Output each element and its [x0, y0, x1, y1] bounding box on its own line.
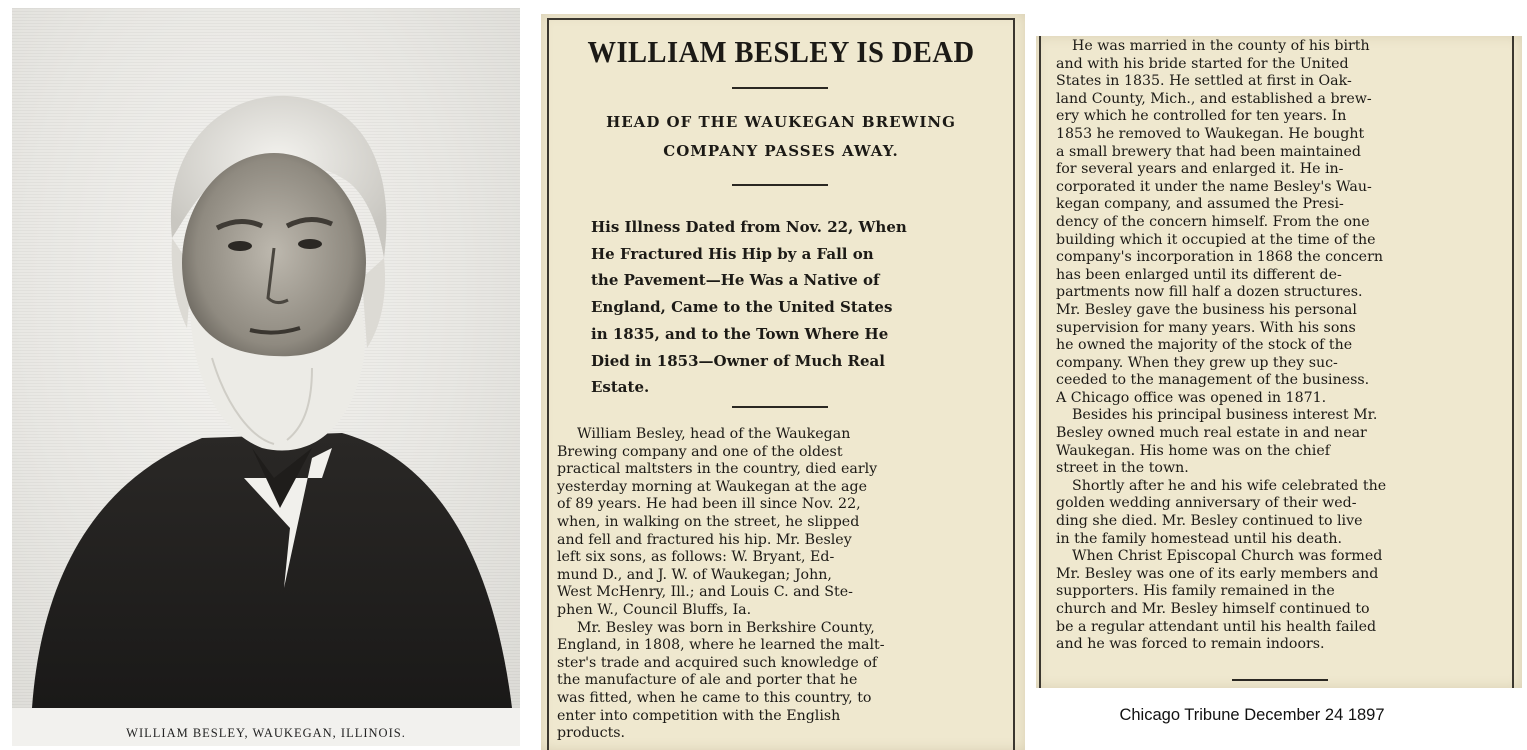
- text-line: Shortly after he and his wife celebrated the: [1072, 477, 1387, 494]
- text-line: left six sons, as follows: W. Bryant, Ed-: [557, 549, 835, 566]
- deck-line: Estate.: [591, 378, 650, 397]
- text-line: Brewing company and one of the oldest: [557, 443, 843, 460]
- text-line: supervision for many years. With his sons: [1056, 319, 1356, 336]
- subheadline-line: COMPANY PASSES AWAY.: [663, 142, 899, 160]
- text-line: building which it occupied at the time of the: [1056, 231, 1376, 248]
- source-caption: Chicago Tribune December 24 1897: [1119, 706, 1385, 724]
- text-line: Besley owned much real estate in and near: [1056, 425, 1367, 442]
- deck-line: in 1835, and to the Town Where He: [591, 324, 889, 343]
- divider-rule: [732, 87, 828, 89]
- deck-line: His Illness Dated from Nov. 22, When: [591, 218, 907, 236]
- text-line: be a regular attendant until his health failed: [1056, 618, 1377, 635]
- deck-line: England, Came to the United States: [591, 298, 893, 317]
- portrait-illustration: [12, 8, 520, 708]
- text-line: land County, Mich., and established a brew-: [1056, 90, 1372, 107]
- deck: [561, 214, 973, 401]
- text-line: and fell and fractured his hip. Mr. Besley: [557, 531, 852, 548]
- text-line: for several years and enlarged it. He in-: [1056, 161, 1344, 178]
- newspaper-clipping-headline: [541, 14, 1025, 750]
- portrait-panel: [12, 8, 520, 746]
- article-column-1: [557, 426, 1011, 743]
- text-line: company. When they grew up they suc-: [1056, 354, 1338, 371]
- text-line: the manufacture of ale and porter that he: [557, 672, 858, 689]
- article-column-2: [1056, 38, 1506, 654]
- portrait-photo: [12, 8, 520, 708]
- text-line: ery which he controlled for ten years. In: [1056, 108, 1347, 125]
- column-rule: [1039, 36, 1041, 688]
- text-line: corporated it under the name Besley's Wau-: [1056, 178, 1372, 195]
- text-line: Mr. Besley was one of its early members and: [1056, 565, 1379, 582]
- portrait-caption: WILLIAM BESLEY, WAUKEGAN, ILLINOIS.: [126, 726, 406, 740]
- coat: [32, 433, 512, 708]
- deck-line: Died in 1853—Owner of Much Real: [591, 351, 885, 370]
- text-line: He was married in the county of his birth: [1072, 38, 1370, 54]
- text-line: ceeded to the management of the business.: [1056, 372, 1370, 389]
- text-line: when, in walking on the street, he slipped: [557, 513, 860, 530]
- text-line: was fitted, when he came to this country, to: [557, 689, 872, 706]
- text-line: yesterday morning at Waukegan at the age: [557, 478, 867, 495]
- text-line: dency of the concern himself. From the one: [1056, 213, 1370, 230]
- text-line: Besides his principal business interest Mr.: [1072, 407, 1378, 424]
- column-rule: [547, 20, 549, 750]
- text-line: phen W., Council Bluffs, Ia.: [557, 601, 752, 618]
- text-line: street in the town.: [1056, 460, 1189, 477]
- text-line: kegan company, and assumed the Presi-: [1056, 196, 1344, 213]
- text-line: golden wedding anniversary of their wed-: [1056, 495, 1357, 512]
- newspaper-clipping-continuation: [1036, 36, 1522, 688]
- text-line: England, in 1808, where he learned the malt-: [557, 637, 885, 654]
- text-line: he owned the majority of the stock of the: [1056, 337, 1353, 354]
- text-line: mund D., and J. W. of Waukegan; John,: [557, 566, 832, 583]
- text-line: supporters. His family remained in the: [1056, 583, 1335, 600]
- end-rule: [1232, 679, 1328, 681]
- text-line: William Besley, head of the Waukegan: [577, 426, 851, 442]
- subheadline: [555, 108, 1007, 166]
- text-line: church and Mr. Besley himself continued to: [1056, 601, 1370, 617]
- text-line: States in 1835. He settled at first in Oak-: [1056, 73, 1352, 90]
- text-line: A Chicago office was opened in 1871.: [1056, 389, 1327, 406]
- deck-line: the Pavement—He Was a Native of: [591, 271, 880, 290]
- text-line: 1853 he removed to Waukegan. He bought: [1056, 125, 1365, 142]
- column-rule: [1512, 36, 1514, 688]
- text-line: ster's trade and acquired such knowledge of: [557, 654, 878, 671]
- text-line: enter into competition with the English: [557, 707, 841, 724]
- text-line: products.: [557, 725, 626, 742]
- text-line: ding she died. Mr. Besley continued to live: [1056, 513, 1363, 530]
- headline: WILLIAM BESLEY IS DEAD: [587, 34, 975, 69]
- text-line: and with his bride started for the United: [1056, 55, 1349, 72]
- text-line: of 89 years. He had been ill since Nov. 22,: [557, 496, 861, 513]
- text-line: partments now fill half a dozen structures.: [1056, 284, 1363, 301]
- text-line: in the family homestead until his death.: [1056, 530, 1342, 547]
- subheadline-line: HEAD OF THE WAUKEGAN BREWING: [606, 113, 956, 131]
- divider-rule: [732, 184, 828, 186]
- column-rule: [1013, 20, 1015, 750]
- text-line: Mr. Besley was born in Berkshire County,: [577, 619, 875, 636]
- text-line: a small brewery that had been maintained: [1056, 143, 1361, 160]
- text-line: practical maltsters in the country, died early: [557, 461, 878, 478]
- text-line: West McHenry, Ill.; and Louis C. and Ste-: [557, 584, 853, 601]
- deck-line: He Fractured His Hip by a Fall on: [591, 244, 874, 263]
- text-line: Mr. Besley gave the business his personal: [1056, 301, 1357, 318]
- divider-rule: [732, 406, 828, 408]
- text-line: company's incorporation in 1868 the concern: [1056, 249, 1383, 266]
- text-line: Waukegan. His home was on the chief: [1056, 442, 1330, 459]
- text-line: When Christ Episcopal Church was formed: [1072, 548, 1383, 565]
- text-line: has been enlarged until its different de-: [1056, 266, 1342, 283]
- top-rule: [547, 18, 1015, 20]
- text-line: and he was forced to remain indoors.: [1056, 636, 1325, 653]
